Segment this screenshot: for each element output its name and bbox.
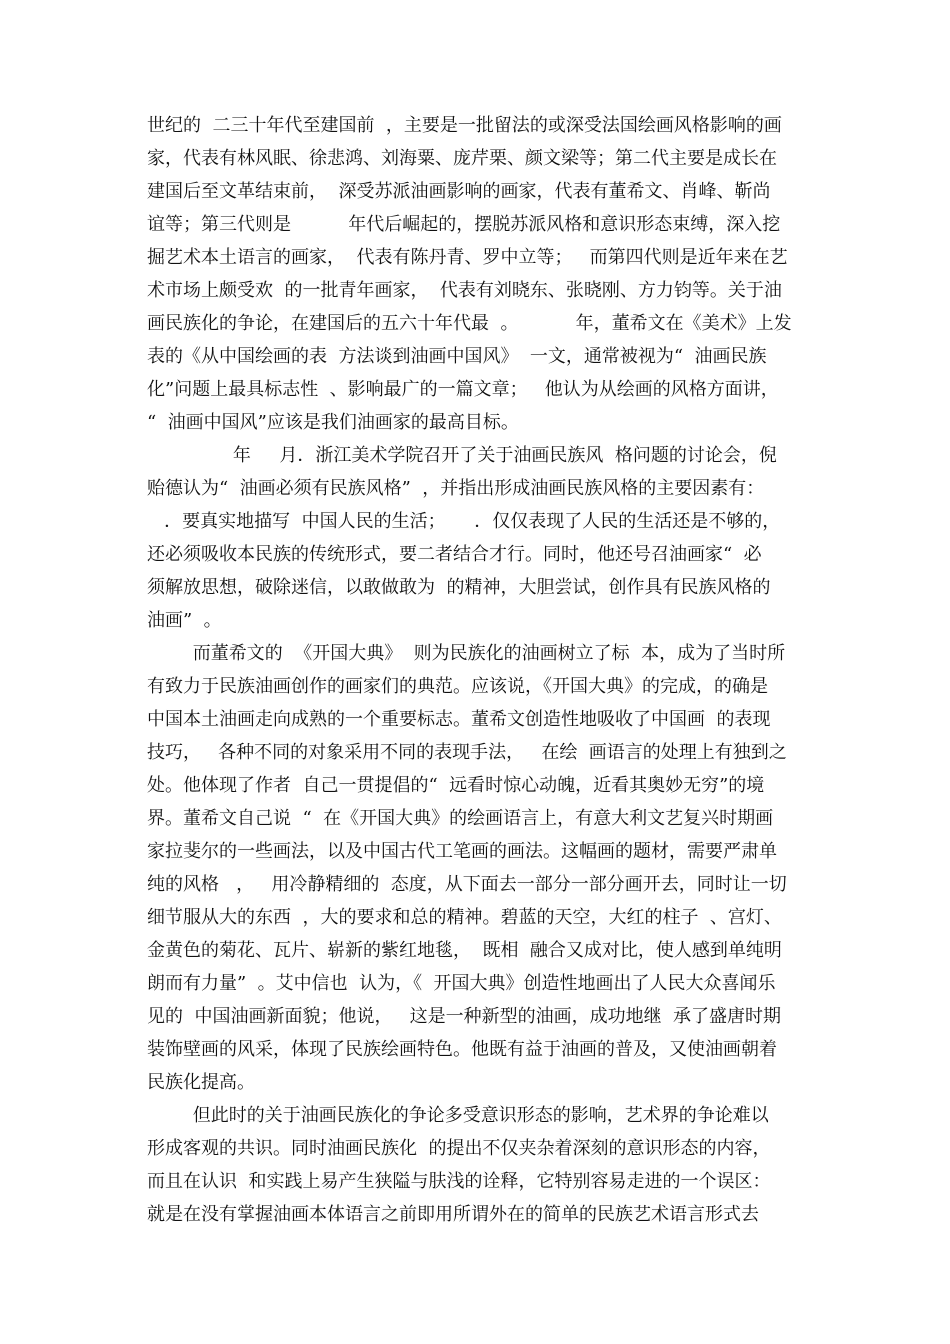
text-line: 而董希文的 《开国大典》 则为民族化的油画树立了标 本，成为了当时所 <box>147 643 786 664</box>
text-line: 还必须吸收本民族的传统形式，要二者结合才行。同时，他还号召油画家“ 必 <box>147 544 762 565</box>
text-line: 纯的风格 ， 用冷静精细的 态度，从下面去一部分一部分画开去，同时让一切 <box>147 874 787 895</box>
text-line: 化”问题上最具标志性 、影响最广的一篇文章； 他认为从绘画的风格方面讲， <box>147 379 779 400</box>
text-line: 见的 中国油画新面貌；他说， 这是一种新型的油画，成功地继 承了盛唐时期 <box>147 1006 782 1027</box>
text-line: 而且在认识 和实践上易产生狭隘与肤浅的诠释，它特别容易走进的一个误区： <box>147 1171 771 1192</box>
text-line: 谊等；第三代则是 年代后崛起的，摆脱苏派风格和意识形态束缚，深入挖 <box>147 214 781 235</box>
text-line: 技巧， 各种不同的对象采用不同的表现手法， 在绘 画语言的处理上有独到之 <box>147 742 787 763</box>
text-line: 油画” 。 <box>147 610 222 631</box>
text-line: 但此时的关于油画民族化的争论多受意识形态的影响，艺术界的争论难以 <box>147 1105 769 1126</box>
text-line: 界。董希文自己说 “ 在《开国大典》的绘画语言上，有意大利文艺复兴时期画 <box>147 808 774 829</box>
text-line: 贻德认为“ 油画必须有民族风格” ，并指出形成油画民族风格的主要因素有： <box>147 478 765 499</box>
text-line: 掘艺术本土语言的画家， 代表有陈丹青、罗中立等； 而第四代则是近年来在艺 <box>147 247 788 268</box>
text-line: “ 油画中国风”应该是我们油画家的最高目标。 <box>147 412 519 433</box>
text-line: 金黄色的菊花、瓦片、崭新的紫红地毯， 既相 融合又成对比，使人感到单纯明 <box>147 940 782 961</box>
text-line: 民族化提高。 <box>147 1072 255 1093</box>
text-line: 表的《从中国绘画的表 方法谈到油画中国风》 一文，通常被视为“ 油画民族 <box>147 346 767 367</box>
text-line: 家，代表有林风眠、徐悲鸿、刘海粟、庞芹栗、颜文梁等；第二代主要是成长在 <box>147 148 777 169</box>
text-line: 中国本土油画走向成熟的一个重要标志。董希文创造性地吸收了中国画 的表现 <box>147 709 771 730</box>
text-line: ．要真实地描写 中国人民的生活； ．仅仅表现了人民的生活还是不够的， <box>147 511 781 532</box>
text-line: 画民族化的争论，在建国后的五六十年代最 。 年，董希文在《美术》上发 <box>147 313 792 334</box>
text-line: 朗而有力量” 。艾中信也 认为，《 开国大典》创造性地画出了人民大众喜闻乐 <box>147 973 776 994</box>
text-line: 世纪的 二三十年代至建国前 ，主要是一批留法的或深受法国绘画风格影响的画 <box>147 115 782 136</box>
text-line: 建国后至文革结束前， 深受苏派油画影响的画家，代表有董希文、肖峰、靳尚 <box>147 181 771 202</box>
text-line: 装饰壁画的风采，体现了民族绘画特色。他既有益于油画的普及，又使油画朝着 <box>147 1039 777 1060</box>
text-line: 术市场上颇受欢 的一批青年画家， 代表有刘晓东、张晓刚、方力钧等。关于油 <box>147 280 782 301</box>
text-line: 处。他体现了作者 自己一贯提倡的“ 远看时惊心动魄，近看其奥妙无穷”的境 <box>147 775 765 796</box>
text-line: 家拉斐尔的一些画法，以及中国古代工笔画的画法。这幅画的题材，需要严肃单 <box>147 841 777 862</box>
text-line: 就是在没有掌握油画本体语言之前即用所谓外在的简单的民族艺术语言形式去 <box>147 1204 759 1225</box>
text-line: 细节服从大的东西 ，大的要求和总的精神。碧蓝的天空，大红的柱子 、宫灯、 <box>147 907 782 928</box>
text-line: 形成客观的共识。同时油画民族化 的提出不仅夹杂着深刻的意识形态的内容， <box>147 1138 771 1159</box>
text-line: 年 月．浙江美术学院召开了关于油画民族风 格问题的讨论会，倪 <box>147 445 777 466</box>
text-line: 有致力于民族油画创作的画家们的典范。应该说，《开国大典》的完成，的确是 <box>147 676 768 697</box>
text-line: 须解放思想，破除迷信，以敢做敢为 的精神，大胆尝试，创作具有民族风格的 <box>147 577 771 598</box>
